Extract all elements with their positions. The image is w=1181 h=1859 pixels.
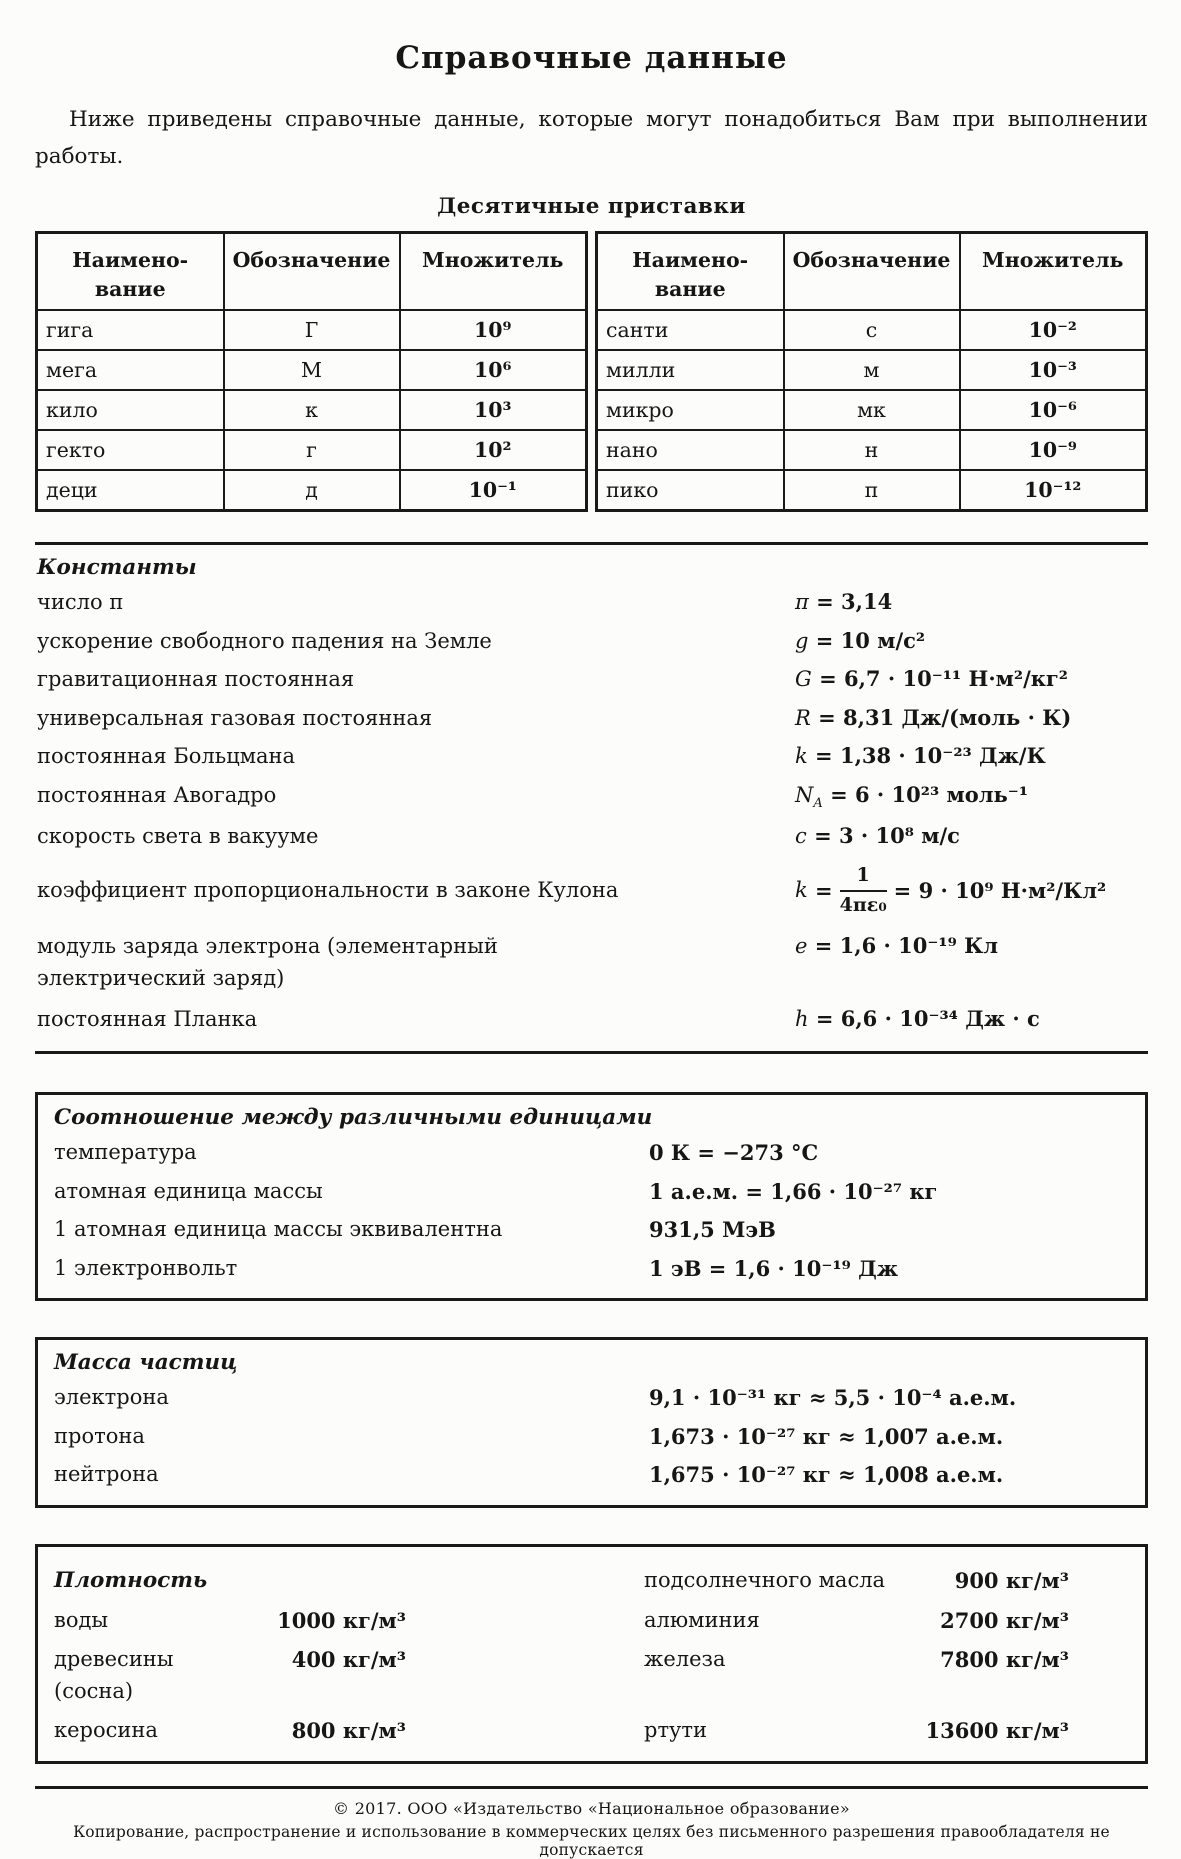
constant-symbol: g [795,628,809,653]
mass-label: электрона [54,1385,169,1410]
density-label: воды [54,1607,109,1632]
prefix-symbol: Г [224,310,400,350]
relation-label: атомная единица массы [54,1178,323,1203]
prefix-factor: 10³ [400,390,587,430]
density-value: 2700 кг/м³ [940,1607,1069,1633]
mass-value: 1,675 · 10⁻²⁷ кг ≈ 1,008 а.е.м. [649,1462,1004,1488]
prefix-symbol: к [224,390,400,430]
column-header-symbol: Обозначение [224,232,400,310]
density-right-cell [644,1605,1129,1637]
header-name-line2: вание [94,276,166,301]
density-left-cell [54,1605,406,1637]
unit-relations-section [35,1092,1148,1301]
relation-value: 0 К = −273 °С [649,1140,819,1166]
prefix-name: пико [597,470,784,511]
relation-label: 1 электронвольт [54,1255,238,1280]
density-label: древесины (сосна) [54,1647,174,1703]
density-column-gap [406,1565,644,1597]
prefix-name: санти [597,310,784,350]
constant-number: = 6 · 10²³ моль⁻¹ [830,781,1029,807]
constant-symbol: e [795,933,808,958]
constant-number: = 10 м/с² [815,627,926,653]
constant-value [795,820,1146,853]
constant-row [37,702,1146,735]
table-row [37,470,587,511]
column-header-symbol: Обозначение [784,232,960,310]
constant-row [37,663,1146,696]
table-header-row [37,232,587,310]
constant-value [795,663,1146,696]
label-line2: электрический заряд) [37,966,285,991]
table-row [37,350,587,390]
prefix-name: милли [597,350,784,390]
prefix-factor: 10⁶ [400,350,587,390]
constant-row [37,625,1146,658]
fraction-denominator: 4πε₀ [839,893,887,916]
intro-paragraph: Ниже приведены справочные данные, которые могут понадобиться Вам при выполнении работы. [35,107,1148,169]
page-footer [35,1786,1148,1859]
column-header-factor: Множитель [960,232,1147,310]
prefix-symbol: с [784,310,960,350]
table-row [37,430,587,470]
mass-row [54,1382,1129,1414]
prefix-symbol: п [784,470,960,511]
table-row [37,310,587,350]
decimal-prefix-tables [35,231,1148,512]
constant-symbol-main: N [795,782,814,807]
mass-row [54,1459,1129,1491]
constant-number: = 1,6 · 10⁻¹⁹ Кл [814,932,999,958]
prefix-name: микро [597,390,784,430]
particle-mass-heading: Масса частиц [54,1350,238,1376]
constant-value [795,1003,1146,1036]
constant-number: = 3 · 10⁸ м/с [814,822,960,848]
column-header-factor: Множитель [400,232,587,310]
density-value: 800 кг/м³ [291,1718,406,1744]
density-column-gap [406,1715,644,1747]
constant-value [795,625,1146,658]
constant-value [795,930,1146,963]
prefixes-heading: Десятичные приставки [437,193,746,219]
constant-label: коэффициент пропорциональности в законе Кулона [37,878,619,902]
prefix-symbol: м [784,350,960,390]
constant-symbol: h [795,1006,809,1031]
fraction [840,864,887,918]
density-right-cell [644,1715,1129,1747]
constant-label: число π [37,590,124,615]
table-row [597,430,1147,470]
equals-sign: = [815,878,833,903]
copyright-line: © 2017. ООО «Издательство «Национальное образование» [333,1798,850,1818]
header-name-line1: Наимено- [632,247,749,272]
table-row [37,390,587,430]
constant-label: универсальная газовая постоянная [37,705,433,730]
coulomb-constant-row [37,864,1146,918]
density-right-cell [644,1565,1129,1597]
table-row [597,310,1147,350]
prefix-factor: 10⁻¹² [960,470,1147,511]
constant-label: постоянная Планка [37,1006,258,1031]
density-row [54,1565,1129,1597]
prefix-factor: 10⁻² [960,310,1147,350]
unit-relations-heading: Соотношение между различными единицами [54,1105,653,1131]
constant-symbol: R [795,705,811,730]
column-header-name [37,232,224,310]
mass-value: 1,673 · 10⁻²⁷ кг ≈ 1,007 а.е.м. [649,1423,1004,1449]
relation-label: 1 атомная единица массы эквивалентна [54,1217,503,1242]
prefix-factor: 10⁻⁹ [960,430,1147,470]
constant-row [37,740,1146,773]
prefix-factor: 10⁻³ [960,350,1147,390]
table-row [597,470,1147,511]
density-value: 1000 кг/м³ [277,1607,406,1633]
prefix-name: гекто [37,430,224,470]
constant-label: постоянная Больцмана [37,744,296,769]
constant-symbol: k [795,744,808,769]
prefix-name: кило [37,390,224,430]
particle-mass-section [35,1337,1148,1508]
density-label: подсолнечного масла [644,1567,886,1592]
table-row [597,390,1147,430]
constant-row [37,586,1146,619]
relation-row [54,1214,1129,1246]
constants-section [35,542,1148,1054]
constant-number: = 8,31 Дж/(моль · К) [818,704,1072,730]
table-row [597,350,1147,390]
constant-number: = 6,7 · 10⁻¹¹ Н·м²/кг² [819,666,1068,692]
prefix-factor: 10² [400,430,587,470]
constant-label: скорость света в вакууме [37,823,319,848]
relation-row [54,1137,1129,1169]
density-label: керосина [54,1718,158,1743]
constant-number: = 1,38 · 10⁻²³ Дж/К [815,743,1046,769]
relation-row [54,1176,1129,1208]
prefix-name: деци [37,470,224,511]
planck-constant-row [37,1003,1146,1036]
constant-symbol: c [795,823,807,848]
prefix-symbol: М [224,350,400,390]
constant-number: = 9 · 10⁹ Н·м²/Кл² [893,878,1107,903]
constant-number: = 3,14 [816,589,893,615]
density-value: 13600 кг/м³ [925,1718,1069,1744]
density-row [54,1605,1129,1637]
mass-label: протона [54,1423,145,1448]
constant-symbol [795,782,823,811]
relation-value: 931,5 МэВ [649,1217,776,1243]
label-line1: модуль заряда электрона (элементарный [37,933,498,958]
density-value: 400 кг/м³ [291,1647,406,1673]
prefix-symbol: мк [784,390,960,430]
constants-heading: Константы [37,555,197,581]
constant-label: ускорение свободного падения на Земле [37,628,492,653]
constant-symbol: π [795,590,809,615]
constant-row [37,779,1146,814]
legal-notice-line: Копирование, распространение и использование в коммерческих целях без письменного разрешения правообладателя не допускается [73,1822,1110,1859]
constant-value [795,702,1146,735]
prefix-factor: 10⁻⁶ [960,390,1147,430]
fraction-numerator: 1 [840,864,887,892]
density-left-cell [54,1715,406,1747]
constant-number: = 6,6 · 10⁻³⁴ Дж · с [815,1005,1040,1031]
prefix-symbol: н [784,430,960,470]
constant-symbol-sub: A [813,796,823,811]
constant-value [795,864,1146,918]
constant-value [795,740,1146,773]
density-left-cell [54,1565,406,1597]
constant-value [795,586,1146,619]
prefix-table-right [595,231,1148,512]
prefix-name: гига [37,310,224,350]
relation-label: температура [54,1140,197,1165]
density-value: 900 кг/м³ [954,1567,1069,1593]
mass-row [54,1421,1129,1453]
column-header-name [597,232,784,310]
density-label: ртути [644,1718,708,1743]
mass-label: нейтрона [54,1462,159,1487]
prefix-table-left [35,231,588,512]
prefix-name: нано [597,430,784,470]
prefix-factor: 10⁹ [400,310,587,350]
header-name-line2: вание [654,276,726,301]
relation-row [54,1253,1129,1285]
constant-symbol: G [795,667,812,692]
density-label: железа [644,1647,726,1672]
constant-row [37,820,1146,853]
prefix-name: мега [37,350,224,390]
electron-charge-row [37,930,1146,995]
density-row [54,1715,1129,1747]
constant-label: постоянная Авогадро [37,782,277,807]
constant-symbol: k [795,878,808,902]
prefix-symbol: д [224,470,400,511]
prefix-symbol: г [224,430,400,470]
mass-value: 9,1 · 10⁻³¹ кг ≈ 5,5 · 10⁻⁴ а.е.м. [649,1385,1017,1411]
constant-value [795,779,1146,814]
constant-label [37,930,795,995]
density-column-gap [406,1605,644,1637]
prefix-factor: 10⁻¹ [400,470,587,511]
table-header-row [597,232,1147,310]
density-heading: Плотность [54,1567,208,1593]
relation-value: 1 эВ = 1,6 · 10⁻¹⁹ Дж [649,1255,899,1281]
page-title: Справочные данные [395,40,788,76]
header-name-line1: Наимено- [72,247,189,272]
density-value: 7800 кг/м³ [940,1647,1069,1673]
relation-value: 1 а.е.м. = 1,66 · 10⁻²⁷ кг [649,1178,938,1204]
density-label: алюминия [644,1607,760,1632]
constant-label: гравитационная постоянная [37,667,355,692]
